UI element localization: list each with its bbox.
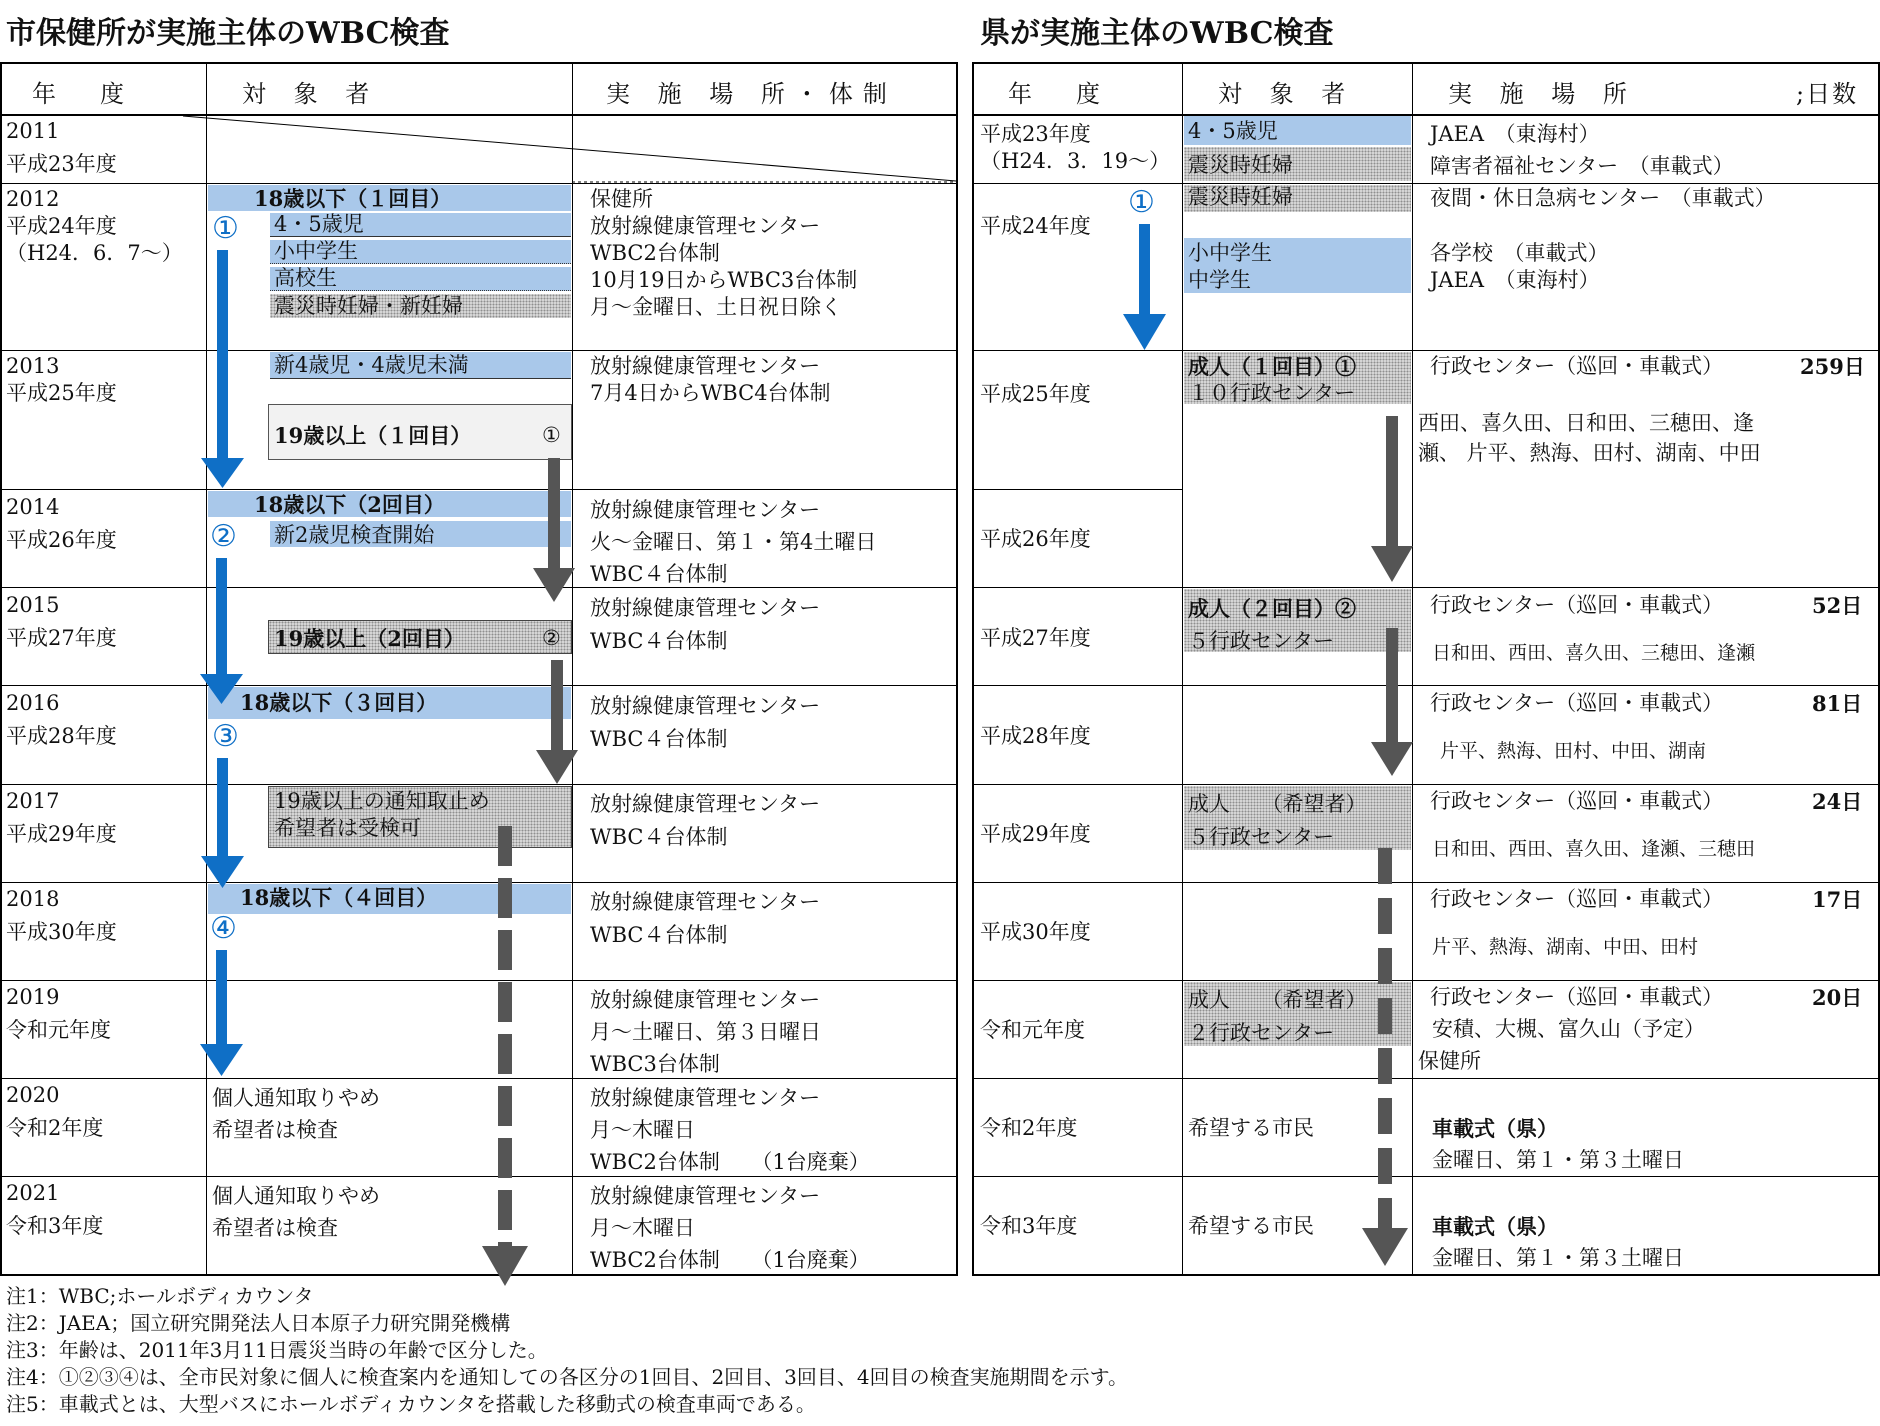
r-place-cell: 行政センター（巡回・車載式） [1430,691,1724,715]
year-cell: 平成29年度 [980,822,1091,846]
target-o19-2nd-mark: ② [542,626,561,650]
year-cell: 平成25年度 [980,382,1091,406]
target-cell: 個人通知取りやめ 希望者は検査 [212,1086,380,1142]
r-target-adult1: 成人（１回目）① １０行政センター [1188,354,1356,405]
place-cell: 放射線健康管理センター WBC４台体制 [590,596,821,653]
year-cell: 2019 令和元年度 [6,985,111,1042]
r-place-cell: JAEA （東海村） 障害者福祉センター （車載式） [1430,122,1734,178]
r-place-cell: 片平、熱海、湖南、中田、田村 [1432,936,1699,958]
gray-arrow-r1 [1371,416,1413,582]
year-cell: 2013 平成25年度 [6,354,117,405]
target-u18-4th: 18歳以下（４回目） [240,885,438,910]
target-o19-stop: 19歳以上の通知取止め 希望者は受検可 [274,789,490,840]
gray-arrow-r2 [1371,628,1413,776]
r-days-cell: 24日 [1812,789,1863,814]
target-pregnant: 震災時妊婦・新妊婦 [274,294,463,318]
gray-arrow-1 [533,458,575,602]
r-target-adult-wish: 成人 （希望者） ５行政センター [1188,792,1367,849]
target-o19-2nd: 19歳以上（2回目） [274,626,465,651]
r-days-cell: 17日 [1812,887,1863,912]
right-header-days: ;日数 [1796,80,1859,108]
r-place-cell: 夜間・休日急病センター （車載式） [1430,186,1776,210]
r-place-cell: 行政センター（巡回・車載式） [1430,593,1724,617]
year-cell: 平成23年度 （H24．3．19～） [980,122,1171,173]
diagonal-line [183,116,956,181]
place-cell: 放射線健康管理センター WBC４台体制 [590,890,821,947]
circle-mark-r1: ① [1128,185,1155,220]
target-u18-1st: 18歳以下（１回目） [254,186,452,211]
note-1: 注1：WBC;ホールボディカウンタ [6,1284,314,1308]
r-place-cell: 日和田、西田、喜久田、逢瀬、三穂田 [1432,838,1756,860]
circle-mark-4: ④ [210,911,237,946]
year-cell: 平成26年度 [980,527,1091,551]
note-4: 注4：①②③④は、全市民対象に個人に検査案内を通知しての各区分の1回目、2回目、3回目、4回目の検査実施期間を示す。 [6,1365,1129,1389]
target-school: 小中学生 [274,239,358,263]
blue-arrow-4 [200,950,243,1076]
note-3: 注3：年齢は、2011年3月11日震災当時の年齢で区分した。 [6,1338,548,1362]
r-target-adult2: 成人（２回目）② ５行政センター [1188,596,1356,653]
r-target-school: 小中学生 中学生 [1188,241,1272,292]
gray-arrow-2 [536,660,578,784]
gray-dashed-arrow-right [1362,848,1408,1266]
r-target-citizen: 希望する市民 [1188,1214,1314,1238]
year-cell: 2011 平成23年度 [6,119,117,176]
target-age-4-5: 4・5歳児 [274,212,364,236]
r-place-cell: 行政センター（巡回・車載式） [1430,789,1724,813]
r-place-cell: 金曜日、第１・第３土曜日 [1432,1148,1684,1172]
target-o19-1st-mark: ① [542,423,561,447]
r-target-age45: 4・5歳児 [1188,119,1278,143]
right-header-target: 対 象 者 [1218,80,1356,108]
r-place-cell: 金曜日、第１・第３土曜日 [1432,1246,1684,1270]
place-cell: 保健所 放射線健康管理センター WBC2台体制 10月19日からWBC3台体制 月～金曜日、土日祝日除く [590,187,858,319]
year-cell: 令和2年度 [980,1116,1078,1140]
r-place-cell: 片平、熱海、田村、中田、湖南 [1440,740,1707,762]
left-header-place: 実 施 場 所・体制 [606,80,897,108]
gray-dashed-arrow-left [482,826,528,1286]
place-cell: 放射線健康管理センター 月～木曜日 WBC2台体制 （1台廃棄） [590,1086,870,1174]
year-cell: 2018 平成30年度 [6,887,117,944]
blue-arrow-2 [200,558,243,704]
year-cell: 2015 平成27年度 [6,593,117,650]
target-o19-1st: 19歳以上（１回目） [274,423,472,448]
left-header-year: 年 度 [32,80,134,108]
r-place-cell: 安積、大槻、富久山（予定） [1432,1017,1705,1041]
circle-mark-1: ① [212,211,239,246]
place-cell: 放射線健康管理センター WBC４台体制 [590,694,821,751]
year-cell: 平成30年度 [980,920,1091,944]
note-5: 注5：車載式とは、大型バスにホールボディカウンタを搭載した移動式の検査車両である。 [6,1392,816,1416]
r-target-citizen: 希望する市民 [1188,1116,1314,1140]
place-cell: 放射線健康管理センター 火～金曜日、第１・第4土曜日 WBC４台体制 [590,498,877,586]
r-target-adult-wish2: 成人 （希望者） ２行政センター [1188,988,1367,1045]
year-cell: 2017 平成29年度 [6,789,117,846]
target-new4: 新4歳児・4歳児未満 [274,353,469,377]
target-new2: 新2歳児検査開始 [274,523,435,547]
note-2: 注2：JAEA；国立研究開発法人日本原子力研究開発機構 [6,1311,511,1335]
year-cell: 令和3年度 [980,1214,1078,1238]
r-days-cell: 259日 [1800,354,1865,379]
place-cell: 放射線健康管理センター 月～木曜日 WBC2台体制 （1台廃棄） [590,1184,870,1272]
left-header-target: 対 象 者 [242,80,380,108]
r-place-cell: 車載式（県） [1432,1214,1558,1239]
target-u18-2nd: 18歳以下（2回目） [254,492,445,517]
year-cell: 令和元年度 [980,1018,1085,1042]
year-cell: 2014 平成26年度 [6,495,117,552]
place-cell: 放射線健康管理センター WBC４台体制 [590,792,821,849]
place-cell: 放射線健康管理センター 月～土曜日、第３日曜日 WBC3台体制 [590,988,821,1076]
year-cell: 平成27年度 [980,626,1091,650]
r-days-cell: 81日 [1812,691,1863,716]
right-title: 県が実施主体のWBC検査 [980,16,1334,51]
r-place-cell: 保健所 [1418,1049,1481,1073]
r-place-cell: 車載式（県） [1432,1116,1558,1141]
r-place-cell: 行政センター（巡回・車載式） [1430,354,1724,378]
r-days-cell: 52日 [1812,593,1863,618]
blue-arrow-3 [201,758,244,888]
left-title: 市保健所が実施主体のWBC検査 [6,16,450,51]
circle-mark-3: ③ [212,719,239,754]
target-u18-3rd: 18歳以下（３回目） [240,690,438,715]
r-place-cell: 行政センター（巡回・車載式） [1430,985,1724,1009]
r-place-cell: 西田、喜久田、日和田、三穂田、逢 瀬、 片平、熱海、田村、湖南、中田 [1418,411,1761,465]
target-highschool: 高校生 [274,266,337,290]
r-place-cell: 各学校 （車載式） JAEA （東海村） [1430,241,1609,292]
blue-arrow-right [1123,224,1166,350]
r-target-preg2: 震災時妊婦 [1188,185,1293,209]
year-cell: 平成24年度 [980,214,1091,238]
right-header-place: 実 施 場 所 [1448,80,1637,108]
circle-mark-2: ② [210,519,237,554]
target-cell: 個人通知取りやめ 希望者は検査 [212,1184,380,1240]
r-place-cell: 日和田、西田、喜久田、三穂田、逢瀬 [1432,642,1756,664]
year-cell: 2020 令和2年度 [6,1083,104,1140]
r-days-cell: 20日 [1812,985,1863,1010]
right-header-year: 年 度 [1008,80,1110,108]
r-place-cell: 行政センター（巡回・車載式） [1430,887,1724,911]
blue-arrow-1 [201,250,244,488]
place-cell: 放射線健康管理センター 7月4日からWBC4台体制 [590,354,831,405]
year-cell: 2021 令和3年度 [6,1181,104,1238]
r-target-preg: 震災時妊婦 [1188,153,1293,177]
year-cell: 2016 平成28年度 [6,691,117,748]
year-cell: 平成28年度 [980,724,1091,748]
year-cell: 2012 平成24年度 （H24．6．7～） [6,187,183,265]
